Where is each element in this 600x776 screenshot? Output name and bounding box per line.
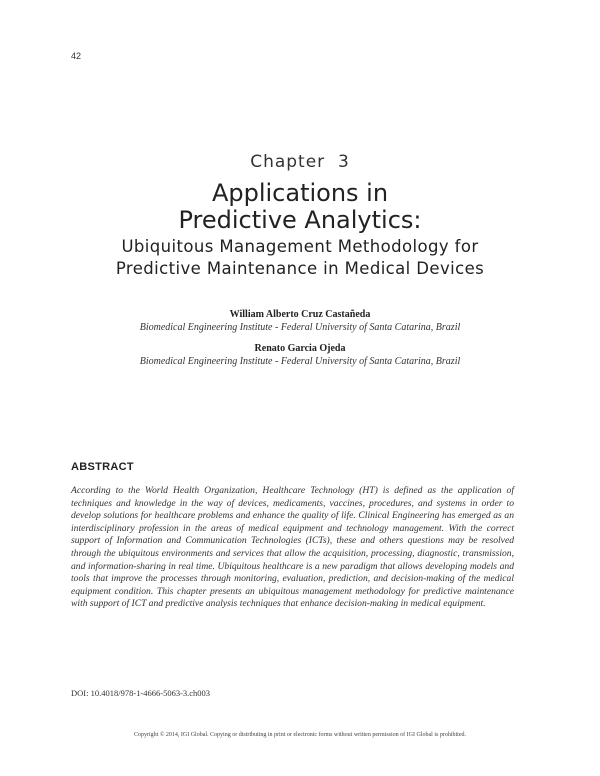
author-block-2 (0, 342, 600, 368)
author-affiliation: Biomedical Engineering Institute - Federal University of Santa Catarina, Brazil (139, 356, 461, 367)
author-name: Renato Garcia Ojeda (254, 343, 346, 354)
chapter-title (60, 180, 540, 234)
chapter-subtitle-line-2: Predictive Maintenance in Medical Devices (115, 259, 485, 278)
abstract-heading: ABSTRACT (71, 461, 134, 473)
copyright-notice: Copyright © 2014, IGI Global. Copying or distributing in print or electronic forms without written permission of IGI Global is prohibited. (133, 732, 466, 738)
chapter-title-line-2: Predictive Analytics: (178, 206, 422, 234)
doi: DOI: 10.4018/978-1-4666-5063-3.ch003 (71, 688, 211, 698)
chapter-title-line-1: Applications in (211, 179, 389, 207)
page-number: 42 (71, 51, 82, 61)
author-affiliation: Biomedical Engineering Institute - Federal University of Santa Catarina, Brazil (139, 322, 461, 333)
abstract-body: According to the World Health Organization, Healthcare Technology (HT) is defined as the application of techniques and knowledge in the way of devices, medicaments, vaccines, procedures, and systems in order to develop solutions for healthcare problems and enhance the quality of life. Clinical Engineering has emerged as an interdisciplinary profession in the areas of medical equipment and technology management. With the correct support of Information and Communication Technologies (ICTs), these and others questions may be resolved through the ubiquitous environments and services that allow the acquisition, processing, diagnostic, transmission, and information-sharing in real time. Ubiquitous healthcare is a new paradigm that allows developing models and tools that improve the processes through monitoring, evaluation, prediction, and decision-making of the medical equipment condition. This chapter presents an ubiquitous management methodology for predictive maintenance with support of ICT and predictive analysis techniques that enhance decision-making in medical equipment. (71, 485, 514, 610)
author-block-1 (0, 308, 600, 334)
chapter-label: Chapter 3 (250, 152, 350, 172)
author-name: William Alberto Cruz Castañeda (229, 309, 371, 320)
chapter-subtitle (40, 236, 560, 280)
chapter-subtitle-line-1: Ubiquitous Management Methodology for (121, 237, 479, 256)
